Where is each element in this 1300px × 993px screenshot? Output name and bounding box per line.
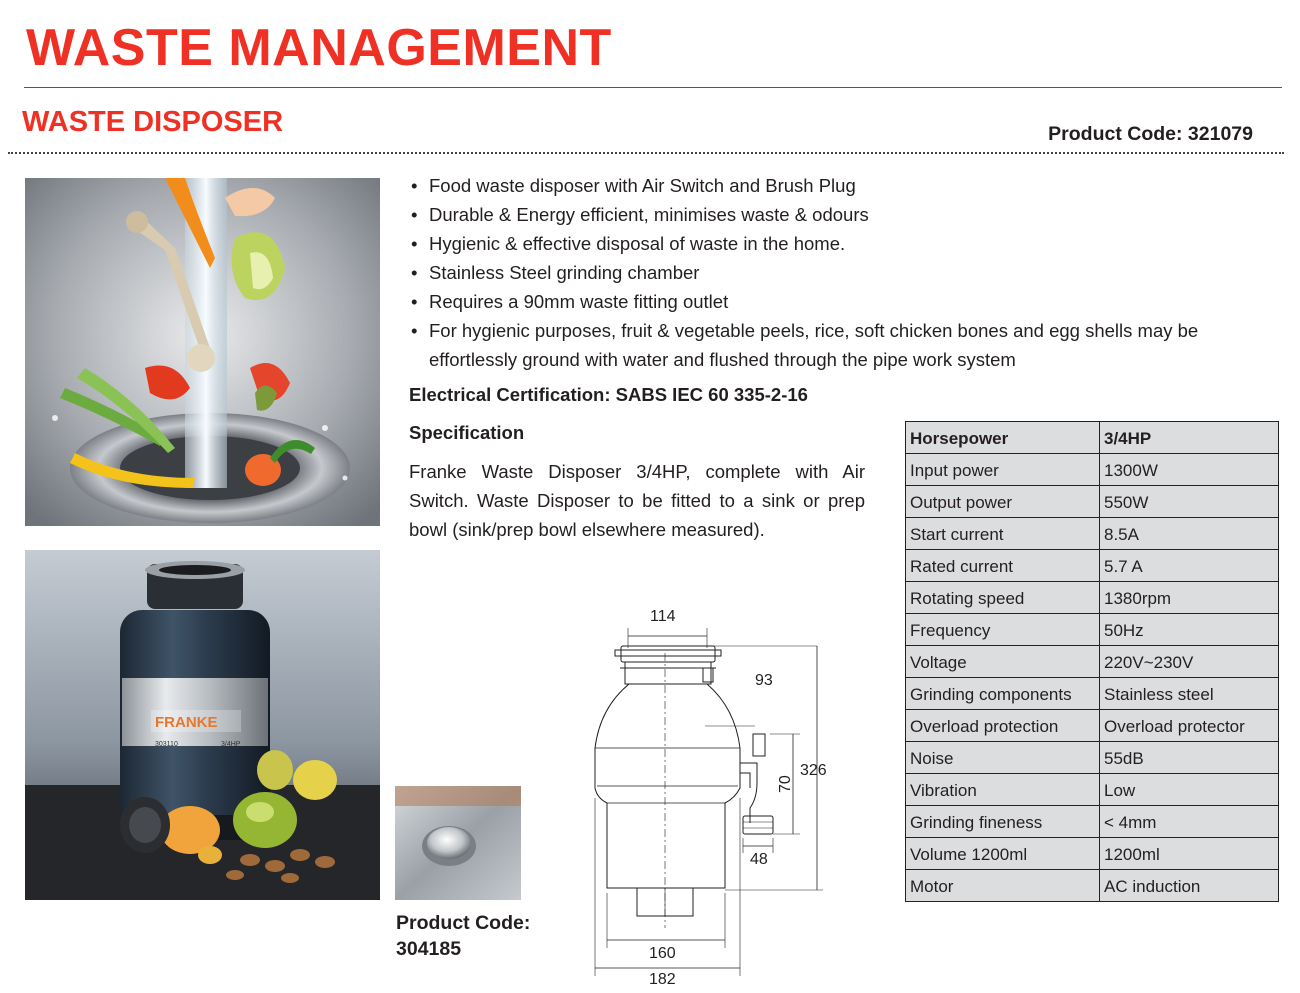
spec-value: Stainless steel <box>1100 678 1279 710</box>
table-row <box>906 806 1279 838</box>
table-row <box>906 486 1279 518</box>
dotted-divider <box>8 152 1284 154</box>
air-switch-code-label: Product Code: <box>396 912 531 934</box>
spec-value: 55dB <box>1100 742 1279 774</box>
spec-value: 220V~230V <box>1100 646 1279 678</box>
dimension-label: 93 <box>755 672 773 689</box>
spec-value: 1200ml <box>1100 838 1279 870</box>
table-row <box>906 678 1279 710</box>
spec-label: Frequency <box>906 614 1100 646</box>
section-title: WASTE DISPOSER <box>22 106 284 138</box>
table-row <box>906 646 1279 678</box>
dimension-label: 70 <box>777 775 794 793</box>
food-waste-photo <box>25 178 380 526</box>
spec-label: Rotating speed <box>906 582 1100 614</box>
feature-item: • Hygienic & effective disposal of waste in the home. <box>410 229 1290 258</box>
dimension-label: 48 <box>750 851 768 868</box>
spec-value: 5.7 A <box>1100 550 1279 582</box>
spec-value: < 4mm <box>1100 806 1279 838</box>
spec-table-header-row <box>906 422 1279 454</box>
air-switch-code-value: 304185 <box>396 938 462 960</box>
spec-value: 550W <box>1100 486 1279 518</box>
specification-text: Franke Waste Disposer 3/4HP, complete with Air Switch. Waste Disposer to be fitted to a sink or prep bowl (sink/prep bowl elsewhere measured). <box>409 461 865 540</box>
table-row <box>906 614 1279 646</box>
table-row <box>906 518 1279 550</box>
spec-label: Start current <box>906 518 1100 550</box>
air-switch-photo <box>395 786 521 900</box>
feature-item: • Stainless Steel grinding chamber <box>410 258 1290 287</box>
spec-label: Overload protection <box>906 710 1100 742</box>
dimension-label: 160 <box>649 945 676 962</box>
dimension-label: 114 <box>650 608 676 625</box>
spec-label: Input power <box>906 454 1100 486</box>
electrical-certification: Electrical Certification: SABS IEC 60 335-2-16 <box>409 384 808 405</box>
feature-item: • Durable & Energy efficient, minimises waste & odours <box>410 200 1290 229</box>
specification-heading: Specification <box>409 422 525 443</box>
spec-value: AC induction <box>1100 870 1279 902</box>
spec-value: 1300W <box>1100 454 1279 486</box>
disposer-hp-text: 3/4HP <box>221 741 241 748</box>
table-row <box>906 710 1279 742</box>
title-divider <box>24 87 1282 88</box>
product-code: Product Code: 321079 <box>1048 123 1253 145</box>
spec-value: 3/4HP <box>1100 422 1279 454</box>
spec-label: Output power <box>906 486 1100 518</box>
spec-label: Voltage <box>906 646 1100 678</box>
spec-value: 50Hz <box>1100 614 1279 646</box>
feature-item: • Requires a 90mm waste fitting outlet <box>410 287 1290 316</box>
feature-item: • Food waste disposer with Air Switch and Brush Plug <box>410 171 1290 200</box>
table-row <box>906 582 1279 614</box>
table-row <box>906 742 1279 774</box>
disposer-model-text: 303110 <box>155 741 178 748</box>
spec-label: Noise <box>906 742 1100 774</box>
table-row <box>906 870 1279 902</box>
spec-label: Motor <box>906 870 1100 902</box>
spec-value: Overload protector <box>1100 710 1279 742</box>
spec-label: Horsepower <box>906 422 1100 454</box>
spec-label: Vibration <box>906 774 1100 806</box>
disposer-brand-text: FRANKE <box>155 714 218 731</box>
spec-label: Volume 1200ml <box>906 838 1100 870</box>
dimension-label: 326 <box>800 762 827 779</box>
dimension-label: 182 <box>649 971 676 988</box>
table-row <box>906 550 1279 582</box>
spec-value: Low <box>1100 774 1279 806</box>
spec-label: Grinding components <box>906 678 1100 710</box>
feature-item: • For hygienic purposes, fruit & vegetable peels, rice, soft chicken bones and egg shells may be effortlessly ground with water and flushed through the pipe work system <box>410 316 1279 374</box>
spec-table <box>905 421 1279 902</box>
feature-list <box>410 171 1290 374</box>
page-title: WASTE MANAGEMENT <box>26 19 612 77</box>
franke-disposer-photo <box>25 550 380 900</box>
spec-value: 8.5A <box>1100 518 1279 550</box>
table-row <box>906 774 1279 806</box>
table-row <box>906 838 1279 870</box>
table-row <box>906 454 1279 486</box>
spec-label: Grinding fineness <box>906 806 1100 838</box>
dimension-drawing <box>585 598 835 988</box>
spec-value: 1380rpm <box>1100 582 1279 614</box>
spec-label: Rated current <box>906 550 1100 582</box>
